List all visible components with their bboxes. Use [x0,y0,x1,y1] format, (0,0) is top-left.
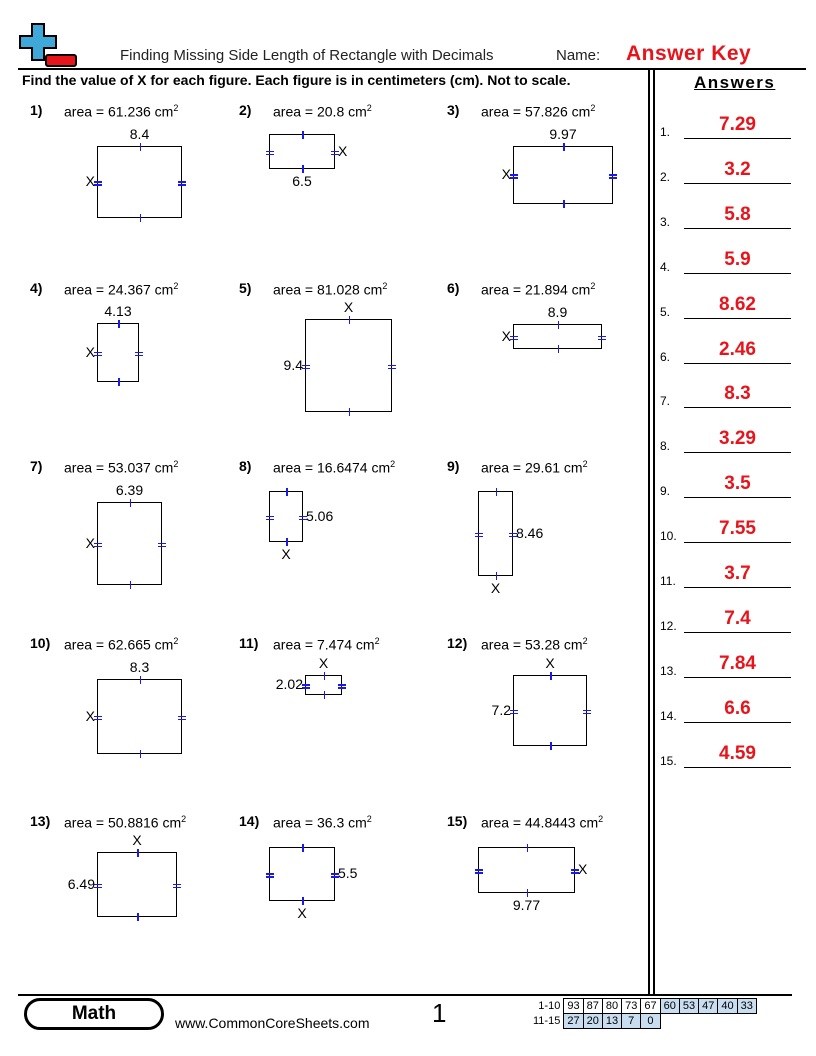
answer-value: 3.29 [719,428,756,450]
area-exponent: 2 [598,814,604,824]
score-cell: 93 [564,999,583,1014]
score-cell: 53 [679,999,698,1014]
double-tick-mark [302,684,310,686]
area-text: area = 20.8 cm [273,103,367,120]
answer-line [684,497,791,498]
answer-line [684,452,791,453]
problem-number: 1) [30,102,43,118]
area-statement [273,459,395,476]
double-tick-mark [158,543,166,545]
double-tick-mark [475,536,483,538]
answer-line [684,767,791,768]
area-text: area = 50.8816 cm [64,814,182,831]
double-tick-mark [475,872,483,874]
answer-row [660,518,796,544]
double-tick-mark [158,546,166,548]
side-label-left: 9.4 [283,356,303,373]
score-cell: 67 [641,999,660,1014]
answer-number: 15. [660,753,677,768]
answer-value: 3.5 [724,473,751,495]
answer-value: 7.55 [719,518,756,540]
answer-row [660,158,796,184]
double-tick-mark [583,710,591,712]
rectangle-figure [269,491,303,542]
double-tick-mark [94,355,102,357]
answer-value: 7.4 [724,607,751,629]
double-tick-mark [94,184,102,186]
problem-number: 5) [239,280,252,296]
answers-title: Answers [694,73,776,92]
answer-line [684,677,791,678]
answer-number: 8. [660,439,671,454]
double-tick-mark [583,713,591,715]
score-cell: 33 [737,999,756,1014]
side-label-top: 9.97 [549,126,577,142]
problem-number: 4) [30,280,43,296]
answer-value: 4.59 [719,742,756,764]
area-statement [273,281,387,298]
area-text: area = 24.367 cm [64,281,174,298]
area-text: area = 36.3 cm [273,814,367,831]
area-text: area = 61.236 cm [64,103,174,120]
double-tick-mark [510,713,518,715]
area-statement [273,814,372,831]
problem-number: 9) [447,458,460,474]
double-tick-mark [510,336,518,338]
area-statement [481,814,603,831]
double-tick-mark [94,546,102,548]
rectangle-figure [97,323,139,382]
header-divider [18,68,806,70]
side-label-right: 8.46 [516,524,544,541]
answer-row [660,563,796,588]
problem [239,635,439,805]
score-cell: 20 [583,1014,602,1029]
area-text: area = 62.665 cm [64,636,174,653]
score-row-label: 11-15 [533,1015,561,1027]
score-cell: 27 [564,1014,583,1029]
area-exponent: 2 [173,103,179,113]
area-statement [64,814,186,831]
area-exponent: 2 [173,636,179,646]
answer-column-divider [653,68,655,996]
answer-number: 3. [660,214,671,229]
side-label-left: X [501,166,511,182]
area-statement [64,103,178,120]
single-tick-mark [550,742,552,750]
single-tick-mark [349,408,351,416]
problem-number: 10) [30,635,51,651]
answer-row [660,338,796,364]
answer-row [660,473,796,499]
area-statement [273,103,372,120]
side-label-bottom: X [297,905,307,921]
answer-key-label: Answer Key [626,42,752,65]
area-statement [481,459,588,476]
answer-line [684,363,791,364]
single-tick-mark [137,913,139,921]
answer-number: 2. [660,169,671,184]
double-tick-mark [338,687,346,689]
single-tick-mark [496,572,498,580]
problem [447,458,647,628]
score-cell: 7 [622,1014,641,1029]
double-tick-mark [266,876,274,878]
answer-value: 8.3 [724,383,751,405]
single-tick-mark [286,538,288,546]
problem [239,458,439,628]
double-tick-mark [135,355,143,357]
problem-number: 14) [239,813,260,829]
problem [239,102,439,272]
single-tick-mark [118,320,120,328]
double-tick-mark [173,887,181,889]
side-label-bottom: X [490,580,501,596]
rectangle-figure [97,852,177,917]
rectangle-figure [305,319,392,412]
side-label-bottom: 9.77 [512,897,541,913]
score-cell: 40 [718,999,737,1014]
side-label-top: X [132,832,142,848]
area-text: area = 21.894 cm [481,281,591,298]
area-exponent: 2 [390,459,396,469]
area-exponent: 2 [173,281,179,291]
area-exponent: 2 [374,636,380,646]
area-exponent: 2 [582,459,588,469]
area-statement [273,636,380,653]
single-tick-mark [324,672,326,680]
side-label-bottom: X [281,546,291,562]
website-link: www.CommonCoreSheets.com [175,1015,370,1031]
area-exponent: 2 [366,814,372,824]
side-label-left: 7.2 [491,701,511,718]
rectangle-figure [513,324,602,349]
side-label-left: 2.02 [275,676,303,692]
single-tick-mark [137,849,139,857]
double-tick-mark [94,884,102,886]
area-text: area = 7.474 cm [273,636,375,653]
answer-line [684,632,791,633]
side-label-right: X [578,861,588,877]
double-tick-mark [510,339,518,341]
single-tick-mark [140,143,142,151]
double-tick-mark [94,719,102,721]
single-tick-mark [349,316,351,324]
double-tick-mark [388,365,396,367]
single-tick-mark [324,691,326,699]
area-text: area = 81.028 cm [273,281,383,298]
side-label-top: 8.4 [129,126,150,142]
double-tick-mark [609,177,617,179]
answer-number: 13. [660,663,677,678]
side-label-right: 5.06 [306,507,334,524]
double-tick-mark [598,339,606,341]
rectangle-figure [513,675,587,746]
area-text: area = 44.8443 cm [481,814,599,831]
worksheet-title: Finding Missing Side Length of Rectangle with Decimals [120,47,494,64]
side-label-top: X [545,655,555,671]
problem-number: 11) [239,635,259,651]
double-tick-mark [388,368,396,370]
double-tick-mark [94,887,102,889]
double-tick-mark [178,184,186,186]
answer-value: 3.2 [724,158,751,180]
problem [447,635,647,805]
side-label-left: X [85,707,95,724]
area-text: area = 16.6474 cm [273,459,391,476]
double-tick-mark [302,365,310,367]
answer-value: 7.29 [719,114,756,135]
answer-value: 2.46 [719,338,756,360]
area-exponent: 2 [590,103,596,113]
score-row [530,1014,756,1029]
double-tick-mark [475,869,483,871]
area-statement [64,636,178,653]
answer-value: 3.7 [724,563,751,584]
score-cell: 73 [622,999,641,1014]
side-label-left: X [85,534,95,551]
answer-number: 12. [660,618,677,633]
single-tick-mark [302,165,304,173]
area-exponent: 2 [590,281,596,291]
double-tick-mark [598,336,606,338]
double-tick-mark [178,716,186,718]
single-tick-mark [563,143,565,151]
problem-number: 12) [447,635,468,651]
answer-row [660,742,796,768]
single-tick-mark [302,897,304,905]
single-tick-mark [118,378,120,386]
single-tick-mark [302,131,304,139]
problem-number: 8) [239,458,252,474]
score-cell: 80 [602,999,621,1014]
answer-number: 7. [660,394,671,409]
answer-line [684,587,791,588]
answer-value: 8.62 [719,293,756,315]
single-tick-mark [550,672,552,680]
side-label-right: X [338,142,348,159]
area-text: area = 53.037 cm [64,459,174,476]
instructions: Find the value of X for each figure. Each figure is in centimeters (cm). Not to scale. [22,72,571,88]
answer-number: 10. [660,529,677,544]
answer-row [660,652,796,678]
problem-number: 3) [447,102,460,118]
single-tick-mark [286,488,288,496]
rectangle-figure [478,491,513,576]
double-tick-mark [475,533,483,535]
side-label-right: 5.5 [338,865,358,881]
score-cell: 47 [699,999,718,1014]
answer-line [684,542,791,543]
answer-row [660,383,796,409]
double-tick-mark [94,181,102,183]
rectangle-figure [513,146,613,204]
double-tick-mark [338,684,346,686]
score-cell: 13 [602,1014,621,1029]
problem [239,280,439,450]
single-tick-mark [563,200,565,208]
double-tick-mark [94,716,102,718]
area-exponent: 2 [382,281,388,291]
answer-number: 14. [660,708,677,723]
double-tick-mark [510,710,518,712]
answer-line [684,722,791,723]
single-tick-mark [558,321,560,329]
problem [30,102,230,272]
single-tick-mark [496,488,498,496]
problem-number: 2) [239,102,252,118]
footer-divider [18,994,792,996]
answer-number: 5. [660,304,671,319]
name-label: Name: [556,47,601,64]
rectangle-figure [97,146,182,218]
problem [30,635,230,805]
score-cell: 0 [641,1014,660,1029]
double-tick-mark [173,884,181,886]
answer-number: 6. [660,349,671,364]
side-label-top: 8.9 [547,304,568,320]
double-tick-mark [266,154,274,156]
double-tick-mark [609,174,617,176]
answer-value: 5.9 [724,248,751,270]
side-label-top: 6.39 [115,482,144,498]
single-tick-mark [302,844,304,852]
double-tick-mark [178,719,186,721]
answer-row [660,248,796,274]
answer-row [660,114,796,139]
double-tick-mark [302,687,310,689]
answer-number: 9. [660,484,671,499]
answer-column-divider [648,68,650,996]
single-tick-mark [527,844,529,852]
single-tick-mark [140,214,142,222]
answer-number: 11. [660,574,676,588]
area-text: area = 29.61 cm [481,459,583,476]
area-statement [64,281,178,298]
answer-row [660,607,796,633]
double-tick-mark [94,352,102,354]
double-tick-mark [266,151,274,153]
area-statement [481,103,595,120]
rectangle-figure [478,847,575,893]
answer-number: 4. [660,259,671,274]
problem [447,280,647,450]
problem-number: 6) [447,280,460,296]
area-text: area = 57.826 cm [481,103,591,120]
answer-line [684,183,791,184]
single-tick-mark [140,750,142,758]
double-tick-mark [266,519,274,521]
side-label-left: X [85,343,95,360]
side-label-left: X [85,173,95,189]
answer-number: 1. [660,125,671,139]
problem [30,458,230,628]
score-row [530,999,756,1014]
double-tick-mark [266,873,274,875]
rectangle-figure [97,679,182,754]
answer-line [684,138,791,139]
score-cell: 60 [660,999,679,1014]
problem [447,813,647,983]
answer-line [684,407,791,408]
answer-line [684,273,791,274]
answer-row [660,428,796,454]
answer-line [684,228,791,229]
side-label-left: X [501,327,511,344]
problem [30,813,230,983]
rectangle-figure [305,675,342,695]
problem [447,102,647,272]
single-tick-mark [130,499,132,507]
answer-line [684,318,791,319]
score-cell: 87 [583,999,602,1014]
score-table [530,998,757,1029]
answer-value: 5.8 [724,203,751,225]
double-tick-mark [94,543,102,545]
rectangle-figure [269,134,335,169]
double-tick-mark [510,174,518,176]
plus-minus-logo-icon [18,20,80,70]
area-statement [481,636,588,653]
rectangle-figure [97,502,162,585]
answer-row [660,293,796,319]
problem-number: 7) [30,458,43,474]
single-tick-mark [130,581,132,589]
page-number: 1 [432,998,447,1028]
double-tick-mark [510,177,518,179]
area-exponent: 2 [181,814,187,824]
side-label-left: 6.49 [67,875,95,892]
area-exponent: 2 [173,459,179,469]
double-tick-mark [178,181,186,183]
score-row-label: 1-10 [538,1000,561,1012]
side-label-bottom: 6.5 [292,173,312,189]
area-statement [64,459,178,476]
area-statement [481,281,595,298]
double-tick-mark [302,368,310,370]
single-tick-mark [527,889,529,897]
area-text: area = 53.28 cm [481,636,583,653]
side-label-top: X [318,655,329,671]
area-exponent: 2 [366,103,372,113]
problem-number: 13) [30,813,51,829]
subject-badge: Math [24,998,164,1030]
area-exponent: 2 [582,636,588,646]
answer-value: 6.6 [724,697,751,719]
double-tick-mark [266,516,274,518]
single-tick-mark [558,345,560,353]
side-label-top: X [343,299,354,315]
answer-row [660,697,796,723]
answer-row [660,203,796,229]
double-tick-mark [135,352,143,354]
rectangle-figure [269,847,335,901]
side-label-top: 8.3 [129,659,150,675]
side-label-top: 4.13 [104,303,132,319]
problem [239,813,439,983]
answer-value: 7.84 [719,652,756,674]
problem [30,280,230,450]
problem-number: 15) [447,813,468,829]
single-tick-mark [140,676,142,684]
